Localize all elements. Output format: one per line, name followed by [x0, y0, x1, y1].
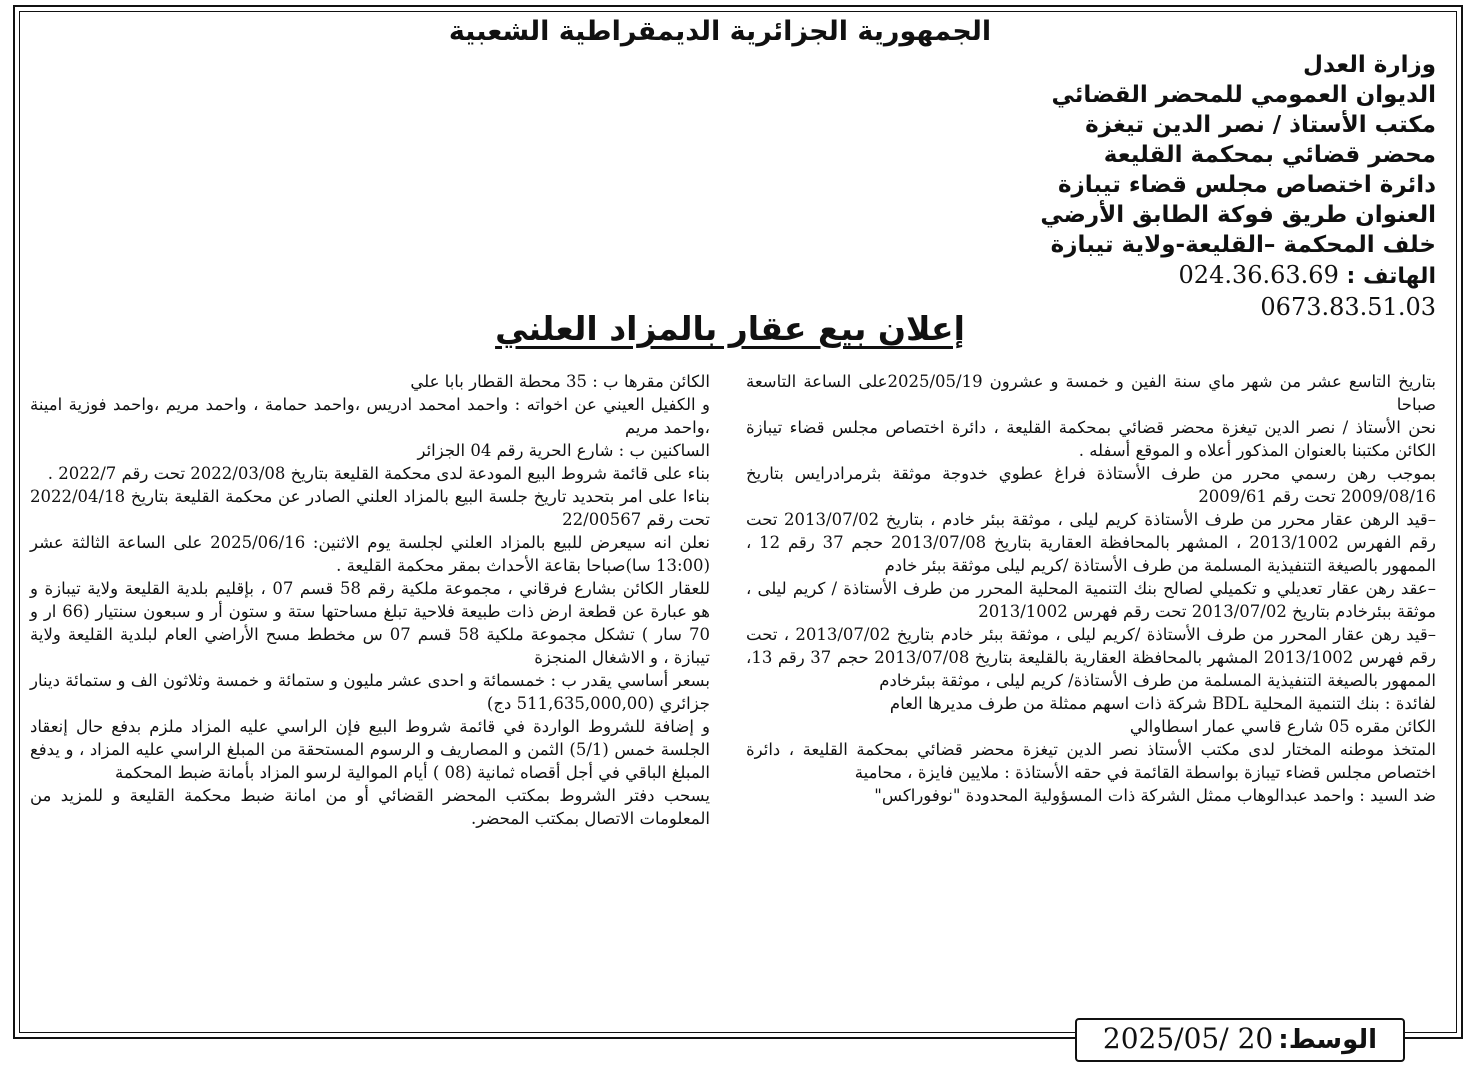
paragraph: المتخذ موطنه المختار لدى مكتب الأستاذ نصر الدين تيغزة محضر قضائي بمحكمة القليعة ، دائرة اختصاص مجلس قضاء تيبازة بواسطة القائمة في حقه الأستاذة : ملايين فايزة ، محامية — [746, 740, 1436, 782]
paragraph: نعلن انه سيعرض للبيع بالمزاد العلني لجلسة يوم الاثنين: 2025/06/16 على الساعة الثالثة عشر (13:00 سا)صباحا بقاعة الأحداث بمقر محكمة القليعة . — [30, 533, 710, 575]
phone-number-2: 0673.83.51.03 — [1260, 293, 1436, 321]
date-value: 20 /2025/05 — [1102, 1022, 1274, 1055]
court-name: محضر قضائي بمحكمة القليعة — [1103, 142, 1436, 168]
paragraph: و إضافة للشروط الواردة في قائمة شروط البيع فإن الراسي عليه المزاد ملزم بدفع حال إنعقاد الجلسة خمس (5/1) الثمن و المصاريف و الرسوم المستحقة من المبلغ الراسي عليه المزاد ، و يدفع المبلغ الباقي في أجل أقصاه ثمانية (08 ) أيام الموالية لرسو المزاد بأمانة ضبط المحكمة — [30, 717, 710, 782]
paragraph: بتاريخ التاسع عشر من شهر ماي سنة الفين و خمسة و عشرون 2025/05/19على الساعة التاسعة صباحا — [746, 372, 1436, 414]
paragraph: ضد السيد : واحمد عبدالوهاب ممثل الشركة ذات المسؤولية المحدودة "نوفوراكس" — [874, 786, 1436, 805]
phone-number-1: 024.36.63.69 — [1178, 261, 1339, 289]
ministry-name: وزارة العدل — [1303, 52, 1436, 78]
publication-date-box — [1075, 1018, 1405, 1062]
paragraph: –قيد رهن عقار المحرر من طرف الأستاذة /كريم ليلى ، موثقة ببئر خادم بتاريخ 2013/07/02 ، تحت رقم فهرس 2013/1002 المشهر بالمحافظة العقارية بالقليعة بتاريخ 2013/07/08 حجم 37 رقم 13، الممهور بالصيغة التنفيذية المسلمة من طرف الأستاذة/ كريم ليلى ، موثقة ببئرخادم — [746, 625, 1436, 690]
bailiff-name: مكتب الأستاذ / نصر الدين تيغزة — [1085, 112, 1436, 138]
address-line-1: العنوان طريق فوكة الطابق الأرضي — [1040, 202, 1436, 228]
paragraph: الكائن مقره 05 شارع قاسي عمار اسطاوالي — [1129, 717, 1436, 736]
left-column — [30, 370, 710, 830]
paragraph: للعقار الكائن بشارع فرقاني ، مجموعة ملكية رقم 58 قسم 07 ، بإقليم بلدية القليعة ولاية تيبازة و هو عبارة عن قطعة ارض ذات طبيعة فلاحية تبلغ مساحتها ستة و ستون أر و سبعون سنتيار (66 ار و 70 سار ) تشكل مجموعة ملكية 58 قسم 07 س مخطط مسح الأراضي العام لبلدية القليعة ولاية تيبازة ، و الاشغال المنجزة — [30, 579, 710, 667]
republic-title: الجمهورية الجزائرية الديمقراطية الشعبية — [448, 16, 992, 47]
date-label: الوسط: — [1278, 1025, 1378, 1055]
office-header — [736, 50, 1436, 322]
jurisdiction: دائرة اختصاص مجلس قضاء تيبازة — [1057, 172, 1436, 198]
office-name: الديوان العمومي للمحضر القضائي — [1051, 82, 1436, 108]
paragraph: بموجب رهن رسمي محرر من طرف الأستاذة فراغ عطوي خدوجة موثقة بثرمرادرايس بتاريخ 2009/08/16 تحت رقم 2009/61 — [746, 464, 1436, 506]
announcement-title: إعلان بيع عقار بالمزاد العلني — [495, 309, 965, 348]
paragraph: نحن الأستاذ / نصر الدين تيغزة محضر قضائي بمحكمة القليعة ، دائرة اختصاص مجلس قضاء تيبازة الكائن مكتبنا بالعنوان المذكور أعلاه و الموقع أسفله . — [746, 418, 1436, 460]
paragraph: و الكفيل العيني عن اخواته : واحمد امحمد ادريس ،واحمد حمامة ، واحمد مريم ،واحمد فوزية امينة ،واحمد مريم — [30, 395, 710, 437]
paragraph: الساكنين ب : شارع الحرية رقم 04 الجزائر — [417, 441, 710, 460]
paragraph: بسعر أساسي يقدر ب : خمسمائة و احدى عشر مليون و ستمائة و خمسة وثلاثون الف و ستمائة دينار جزائري (511,635,000,00 دج) — [30, 671, 710, 713]
right-column — [746, 370, 1436, 807]
phone-label: الهاتف : — [1346, 264, 1436, 289]
paragraph: –قيد الرهن عقار محرر من طرف الأستاذة كريم ليلى ، موثقة ببئر خادم ، بتاريخ 2013/07/02 تحت رقم الفهرس 2013/1002 ، المشهر بالمحافظة العقارية بتاريخ 2013/07/08 حجم 37 رقم 12 ، الممهور بالصيغة التنفيذية المسلمة من طرف الأستاذة /كريم ليلى موثقة ببئر خادم — [746, 510, 1437, 575]
paragraph: يسحب دفتر الشروط بمكتب المحضر القضائي أو من امانة ضبط محكمة القليعة و للمزيد من المعلومات الاتصال بمكتب المحضر. — [30, 786, 710, 828]
paragraph: الكائن مقرها ب : 35 محطة القطار بابا علي — [410, 372, 710, 391]
paragraph: لفائدة : بنك التنمية المحلية BDL شركة ذات اسهم ممثلة من طرف مديرها العام — [889, 694, 1436, 713]
paragraph: –عقد رهن عقار تعديلي و تكميلي لصالح بنك التنمية المحلية المحرر من طرف الأستاذة / كريم ليلى ، موثقة ببئرخادم بتاريخ 2013/07/02 تحت رقم فهرس 2013/1002 — [746, 579, 1436, 621]
paragraph: بناء على قائمة شروط البيع المودعة لدى محكمة القليعة بتاريخ 2022/03/08 تحت رقم 2022/7 . — [47, 464, 710, 483]
address-line-2: خلف المحكمة –القليعة-ولاية تيبازة — [1050, 232, 1436, 258]
phone-line — [736, 260, 1436, 292]
paragraph: بناءا على امر بتحديد تاريخ جلسة البيع بالمزاد العلني الصادر عن محكمة القليعة بتاريخ 2022/04/18 تحت رقم 22/00567 — [30, 487, 710, 529]
